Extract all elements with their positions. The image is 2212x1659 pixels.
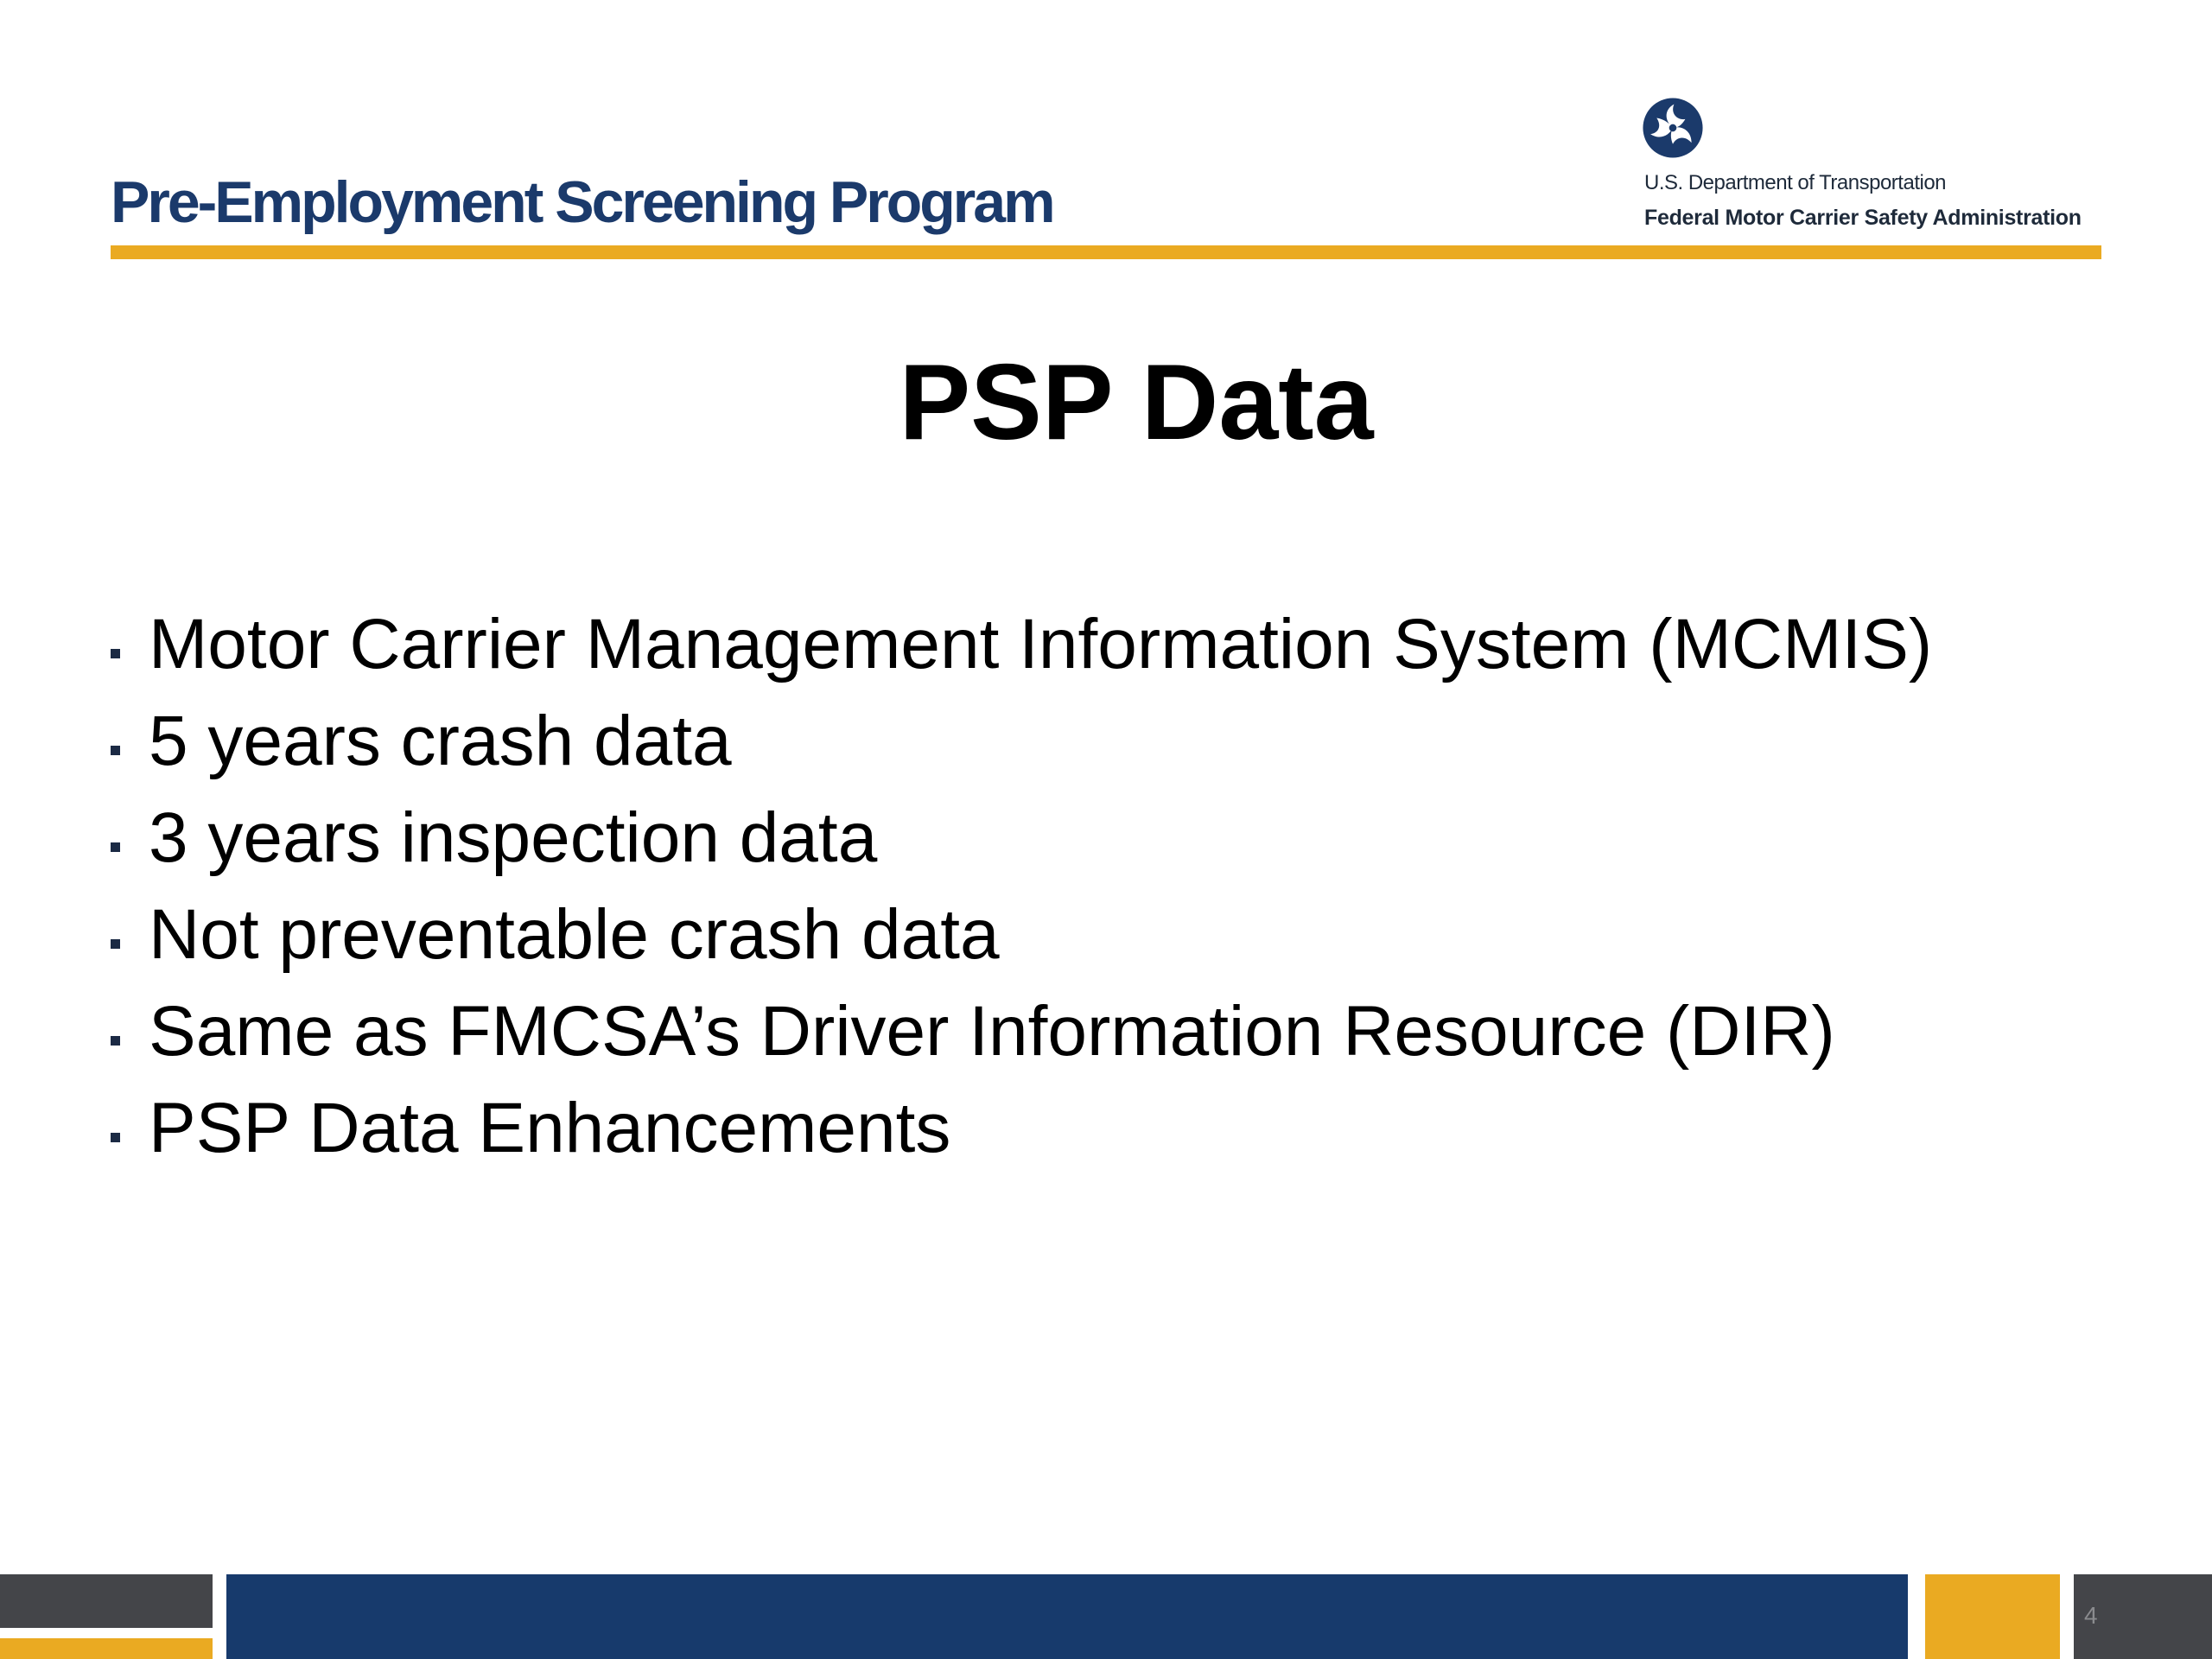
bullet-item [111,895,2098,975]
bullet-text: Motor Carrier Management Information System (MCMIS) [149,605,1933,683]
footer-bar-navy [226,1574,1908,1659]
footer-bar-gold-left [0,1638,213,1659]
bullet-text: Same as FMCSA’s Driver Information Resource (DIR) [149,992,1835,1071]
bullet-square-icon [111,649,120,658]
bullet-text: PSP Data Enhancements [149,1089,951,1167]
page-number: 4 [2084,1602,2098,1629]
bullet-list [111,605,2098,1185]
agency-name-fmcsa: Federal Motor Carrier Safety Administration [1644,206,2082,230]
bullet-item [111,605,2098,684]
bullet-item [111,992,2098,1071]
bullet-text: 5 years crash data [149,702,732,780]
program-title: Pre-Employment Screening Program [111,169,1053,235]
bullet-square-icon [111,842,120,852]
slide-title: PSP Data [899,343,1374,462]
footer-bar-gray-left [0,1574,213,1628]
bullet-square-icon [111,1133,120,1142]
bullet-text: Not preventable crash data [149,895,1000,974]
agency-name-dot: U.S. Department of Transportation [1644,171,1947,194]
dot-triskelion-icon [1642,97,1704,159]
footer-bar-gold-right [1925,1574,2060,1659]
bullet-item [111,702,2098,781]
bullet-text: 3 years inspection data [149,798,878,877]
bullet-square-icon [111,939,120,949]
bullet-square-icon [111,1036,120,1046]
bullet-square-icon [111,746,120,755]
bullet-item [111,798,2098,878]
header-divider [111,245,2101,259]
bullet-item [111,1089,2098,1168]
